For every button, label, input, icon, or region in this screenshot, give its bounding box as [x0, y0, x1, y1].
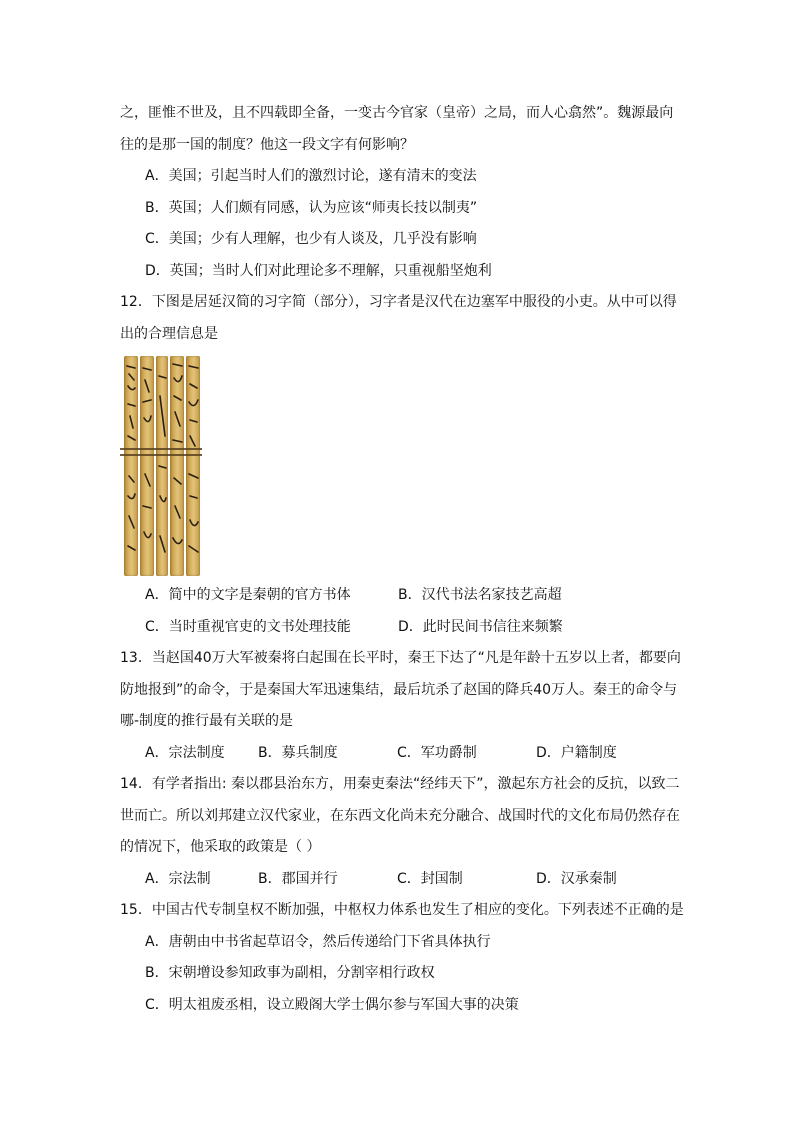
question-11-continued: [120, 98, 680, 287]
option-a[interactable]: A．宗法制度: [145, 744, 225, 761]
question-stem-line: 14．有学者指出: 秦以郡县治东方，用秦吏秦法“经纬天下”，激起东方社会的反抗，以致二: [120, 776, 680, 792]
options-row: [120, 864, 680, 896]
option-d[interactable]: D．此时民间书信往来频繁: [398, 618, 563, 635]
bamboo-slips-image: [124, 356, 214, 576]
option-b[interactable]: B．英国；人们颇有同感，认为应该“师夷长技以制夷”: [145, 199, 478, 216]
option-b[interactable]: B．汉代书法名家技艺高超: [398, 587, 562, 603]
options-row: [120, 580, 680, 612]
question-stem-line: 13．当赵国40万大军被秦将白起围在长平时，秦王下达了“凡是年龄十五岁以上者，都要向: [120, 650, 681, 666]
question-stem-line: 15．中国古代专制皇权不断加强，中枢权力体系也发生了相应的变化。下列表述不正确的是: [120, 902, 684, 918]
option-c[interactable]: C．美国；少有人理解，也少有人谈及，几乎没有影响: [145, 231, 477, 247]
question-text-line: 之，匪惟不世及，且不四载即全备，一变古今官家（皇帝）之局，而人心翕然”。魏源最向: [120, 105, 674, 121]
option-b[interactable]: B．郡国并行: [258, 870, 338, 887]
question-12: [120, 287, 680, 643]
option-c[interactable]: C．明太祖废丞相，设立殿阁大学士偶尔参与军国大事的决策: [145, 996, 519, 1013]
question-15: [120, 895, 684, 1021]
question-stem-line: 的情况下，他采取的政策是（ ）: [120, 839, 321, 855]
question-text-line: 往的是那一国的制度？他这一段文字有何影响？: [120, 136, 414, 153]
question-stem-line: 世而亡。所以刘邦建立汉代家业，在东西文化尚未充分融合、战国时代的文化布局仍然存在: [120, 807, 680, 824]
option-d[interactable]: D．户籍制度: [536, 744, 617, 761]
option-b[interactable]: B．宋朝增设参知政事为副相，分割宰相行政权: [145, 965, 435, 981]
exam-page: [120, 98, 684, 1021]
option-c[interactable]: C．封国制: [397, 870, 463, 887]
option-b[interactable]: B．募兵制度: [258, 744, 338, 761]
option-a[interactable]: A．美国；引起当时人们的激烈讨论，遂有清末的变法: [145, 168, 477, 184]
option-c[interactable]: C．军功爵制: [397, 744, 477, 761]
option-d[interactable]: D．汉承秦制: [536, 870, 617, 887]
options-row: [120, 738, 680, 770]
option-d[interactable]: D．英国；当时人们对此理论多不理解，只重视船坚炮利: [145, 262, 492, 279]
options-row: [120, 612, 680, 644]
option-a[interactable]: A．宗法制: [145, 870, 211, 887]
option-c[interactable]: C．当时重视官吏的文书处理技能: [145, 618, 351, 635]
question-stem-line: 防地报到”的命令，于是秦国大军迅速集结，最后坑杀了赵国的降兵40万人。秦王的命令与: [120, 681, 678, 698]
question-14: [120, 769, 680, 895]
question-stem-line: 哪-制度的推行最有关联的是: [120, 713, 294, 729]
option-a[interactable]: A．唐朝由中书省起草诏令，然后传递给门下省具体执行: [145, 933, 491, 950]
question-stem-line: 出的合理信息是: [120, 325, 218, 342]
question-stem-line: 12．下图是居延汉简的习字简（部分），习字者是汉代在边塞军中服役的小吏。从中可以得: [120, 294, 677, 310]
question-13: [120, 643, 680, 769]
option-a[interactable]: A．简中的文字是秦朝的官方书体: [145, 587, 351, 603]
brush-ink-marks: [124, 356, 214, 576]
